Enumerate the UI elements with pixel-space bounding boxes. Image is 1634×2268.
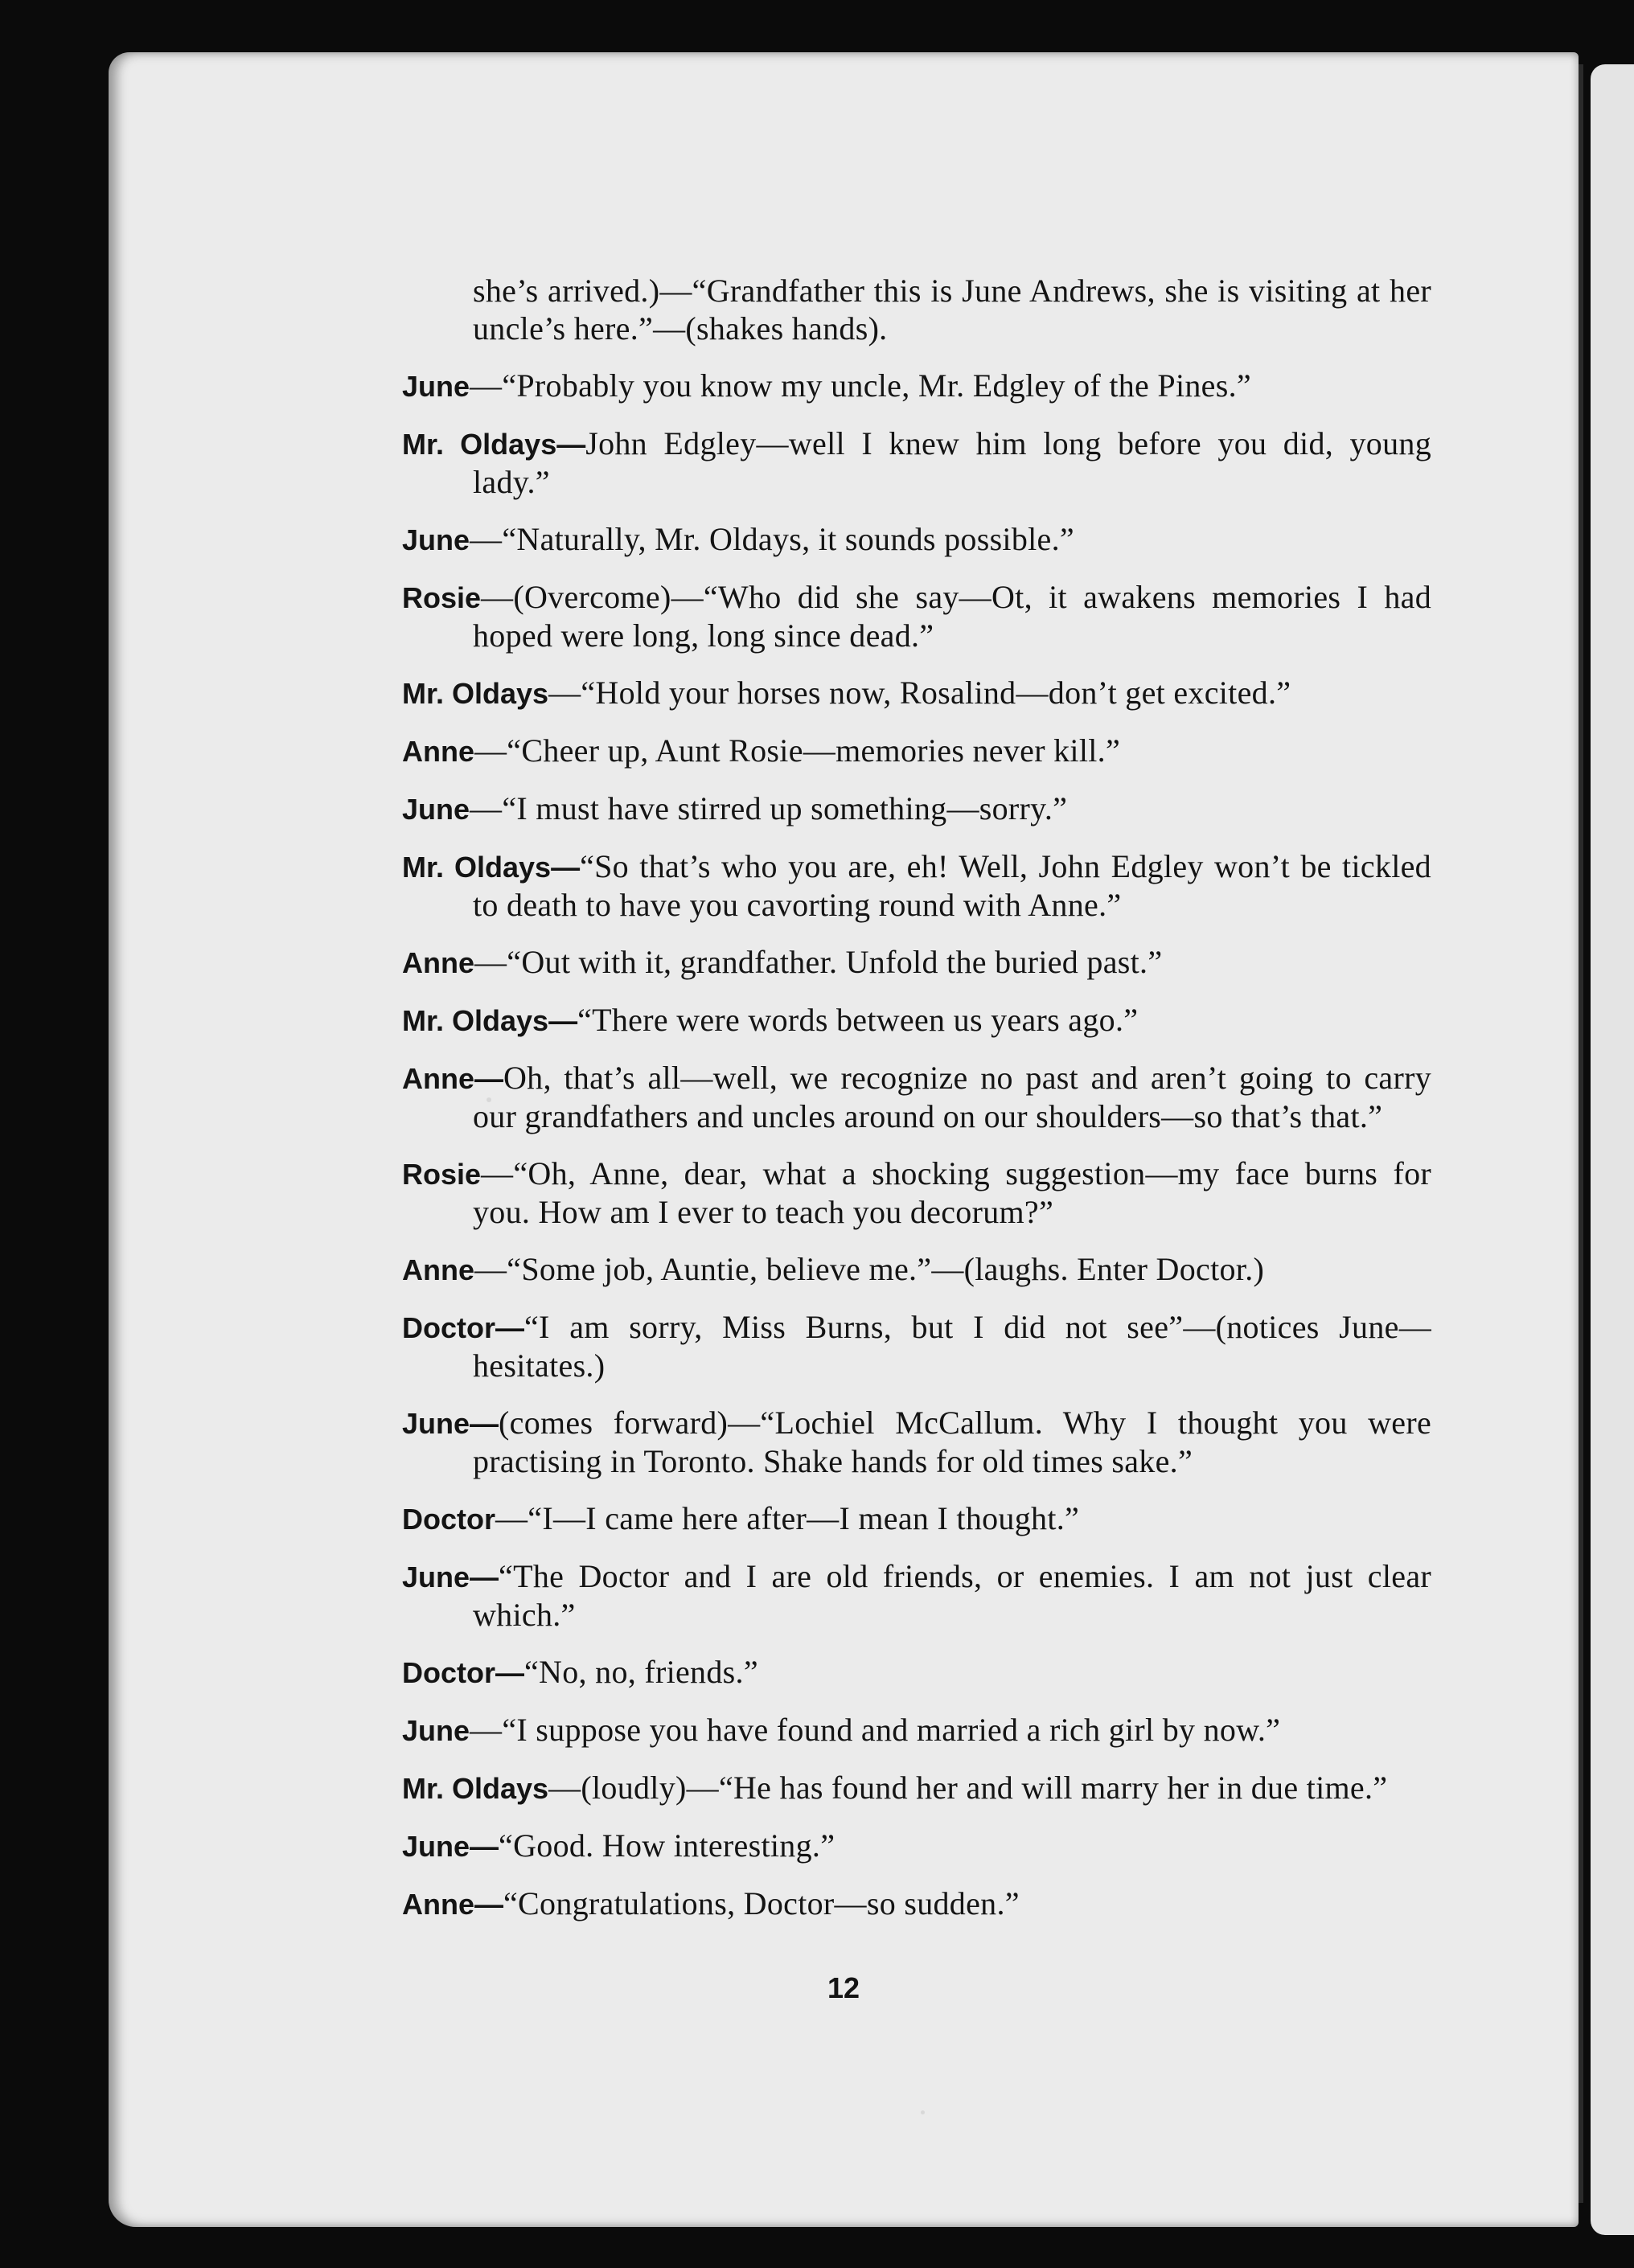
- speaker-name: Doctor—: [402, 1656, 524, 1689]
- speaker-name: Anne: [402, 946, 474, 979]
- line-text: —(loudly)—“He has found her and will marry her in due time.”: [548, 1770, 1388, 1806]
- speaker-name: June—: [402, 1830, 499, 1863]
- line-text: “No, no, friends.”: [524, 1654, 758, 1690]
- line-text: —“Some job, Auntie, believe me.”—(laughs. Enter Doctor.): [474, 1251, 1265, 1287]
- speaker-name: June—: [402, 1407, 499, 1440]
- speaker-name: June: [402, 370, 470, 403]
- line-text: —“Naturally, Mr. Oldays, it sounds possible.”: [470, 521, 1074, 557]
- line-text: “Good. How interesting.”: [499, 1827, 835, 1864]
- page-number: 12: [827, 1971, 860, 2004]
- speaker-name: June: [402, 1714, 470, 1747]
- line-text: —“Probably you know my uncle, Mr. Edgley of the Pines.”: [470, 367, 1251, 404]
- line-text: “The Doctor and I are old friends, or enemies. I am not just clear which.”: [473, 1558, 1431, 1633]
- line-text: —“Hold your horses now, Rosalind—don’t get excited.”: [548, 675, 1291, 711]
- speaker-name: Anne: [402, 735, 474, 768]
- page-footer: [109, 0, 1579, 2268]
- speaker-name: Mr. Oldays—: [402, 428, 586, 461]
- line-text: —“I suppose you have found and married a rich girl by now.”: [470, 1712, 1281, 1748]
- line-text: she’s arrived.)—“Grandfather this is June Andrews, she is visiting at her uncle’s here.”—(shakes hands).: [473, 273, 1431, 347]
- line-text: —“Cheer up, Aunt Rosie—memories never kill.”: [474, 732, 1121, 769]
- speaker-name: Doctor—: [402, 1311, 524, 1344]
- speaker-name: June—: [402, 1561, 499, 1593]
- speaker-name: Anne—: [402, 1888, 503, 1921]
- speaker-name: Rosie: [402, 581, 482, 614]
- line-text: “There were words between us years ago.”: [577, 1002, 1139, 1038]
- line-text: —“Out with it, grandfather. Unfold the buried past.”: [474, 944, 1163, 980]
- line-text: “I am sorry, Miss Burns, but I did not see”—(notices June—hesitates.): [473, 1309, 1431, 1384]
- speaker-name: Doctor: [402, 1503, 495, 1536]
- line-text: “Congratulations, Doctor—so sudden.”: [503, 1885, 1020, 1921]
- line-text: —“Oh, Anne, dear, what a shocking suggestion—my face burns for you. How am I ever to teach you decorum?”: [473, 1155, 1431, 1230]
- speaker-name: Anne—: [402, 1062, 503, 1095]
- line-text: “So that’s who you are, eh! Well, John Edgley won’t be tickled to death to have you cavorting round with Anne.”: [473, 848, 1431, 923]
- page-gutter-shadow: [1579, 64, 1583, 2203]
- speaker-name: Rosie: [402, 1158, 482, 1191]
- line-text: —“I—I came here after—I mean I thought.”: [495, 1500, 1080, 1536]
- line-text: John Edgley—well I knew him long before you did, young lady.”: [473, 425, 1431, 500]
- line-text: Oh, that’s all—well, we recognize no past and aren’t going to carry our grandfathers and uncles around on our shoulders—so that’s that.”: [473, 1060, 1431, 1134]
- speaker-name: Mr. Oldays—: [402, 1004, 578, 1037]
- speaker-name: June: [402, 793, 470, 826]
- facing-page-edge: [1591, 64, 1634, 2235]
- speaker-name: Mr. Oldays—: [402, 851, 581, 884]
- line-text: —(Overcome)—“Who did she say—Ot, it awakens memories I had hoped were long, long since dead.”: [473, 579, 1431, 654]
- speaker-name: June: [402, 523, 470, 556]
- line-text: (comes forward)—“Lochiel McCallum. Why I thought you were practising in Toronto. Shake hands for old times sake.”: [473, 1405, 1431, 1479]
- line-text: —“I must have stirred up something—sorry.”: [470, 790, 1068, 826]
- speaker-name: Mr. Oldays: [402, 1772, 549, 1805]
- speaker-name: Anne: [402, 1253, 474, 1286]
- speaker-name: Mr. Oldays: [402, 677, 549, 710]
